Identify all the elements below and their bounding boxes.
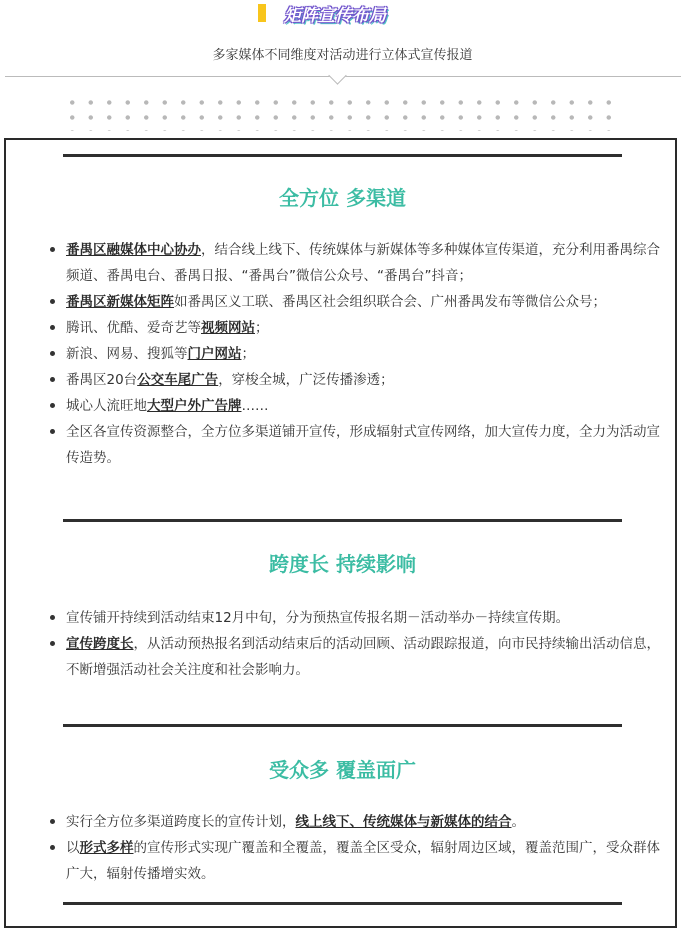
list-item [48, 835, 660, 887]
item-text: ； [255, 320, 269, 336]
bold-term: 线上线下、传统媒体与新媒体的结合 [295, 814, 512, 830]
page-title: 矩阵宣传布局 [284, 5, 386, 26]
list-item [48, 605, 660, 631]
list-item [48, 367, 660, 393]
bold-term: 公交车尾广告 [137, 372, 219, 388]
dot-pattern-decoration [63, 95, 623, 131]
list-item [48, 809, 660, 835]
section-list-long-span [48, 605, 660, 683]
item-text: 腾讯、优酷、爱奇艺等 [66, 320, 201, 336]
bold-term: 大型户外广告牌 [147, 398, 242, 414]
header-title-group [258, 2, 386, 24]
divider-notch-icon [328, 66, 346, 84]
list-item [48, 341, 660, 367]
item-text: 新浪、网易、搜狐等 [66, 346, 188, 362]
item-text: ； [241, 346, 255, 362]
item-text: 如番禺区义工联、番禺区社会组织联合会、广州番禺发布等微信公众号； [174, 294, 606, 310]
bold-term: 番禺区融媒体中心协办 [66, 242, 201, 258]
item-text: ，从活动预热报名到活动结束后的活动回顾、活动跟踪报道，向市民持续输出活动信息，不断增强活动社会关注度和社会影响力。 [66, 636, 660, 678]
section-separator [63, 902, 622, 905]
item-text: 番禺区20台 [66, 372, 138, 388]
bold-term: 门户网站 [187, 346, 242, 362]
list-item [48, 289, 660, 315]
section-list-wide-coverage [48, 809, 660, 887]
section-title-long-span: 跨度长 持续影响 [269, 552, 416, 576]
item-text: 城心人流旺地 [66, 398, 147, 414]
item-text: 宣传铺开持续到活动结束12月中旬，分为预热宣传报名期－活动举办－持续宣传期。 [66, 610, 570, 626]
list-item [48, 631, 660, 683]
bold-term: 宣传跨度长 [66, 636, 134, 652]
item-text: 以 [66, 840, 80, 856]
item-text: 实行全方位多渠道跨度长的宣传计划， [66, 814, 296, 830]
section-list-all-channels [48, 237, 660, 471]
section-separator [63, 154, 622, 157]
item-text: …… [241, 398, 269, 414]
list-item [48, 237, 660, 289]
item-text: ，结合线上线下、传统媒体与新媒体等多种媒体宣传渠道，充分利用番禺综合频道、番禺电台、番禺日报、“番禺台”微信公众号、“番禺台”抖音； [66, 242, 660, 284]
section-separator [63, 724, 622, 727]
bold-term: 形式多样 [79, 840, 134, 856]
section-separator [63, 519, 622, 522]
list-item [48, 393, 660, 419]
item-text: 的宣传形式实现广覆盖和全覆盖，覆盖全区受众，辐射周边区域，覆盖范围广，受众群体广大，辐射传播增实效。 [66, 840, 660, 882]
bold-term: 视频网站 [201, 320, 255, 336]
list-item [48, 419, 660, 471]
page-subtitle: 多家媒体不同维度对活动进行立体式宣传报道 [212, 48, 473, 63]
item-text: 。 [511, 814, 525, 830]
bold-term: 番禺区新媒体矩阵 [66, 294, 174, 310]
section-title-all-channels: 全方位 多渠道 [279, 186, 406, 210]
section-header [0, 0, 685, 130]
list-item [48, 315, 660, 341]
item-text: 全区各宣传资源整合，全方位多渠道铺开宣传，形成辐射式宣传网络，加大宣传力度，全力为活动宣传造势。 [66, 424, 660, 466]
title-marker-icon [258, 4, 266, 22]
section-title-wide-coverage: 受众多 覆盖面广 [269, 758, 416, 782]
item-text: ，穿梭全城，广泛传播渗透； [218, 372, 394, 388]
